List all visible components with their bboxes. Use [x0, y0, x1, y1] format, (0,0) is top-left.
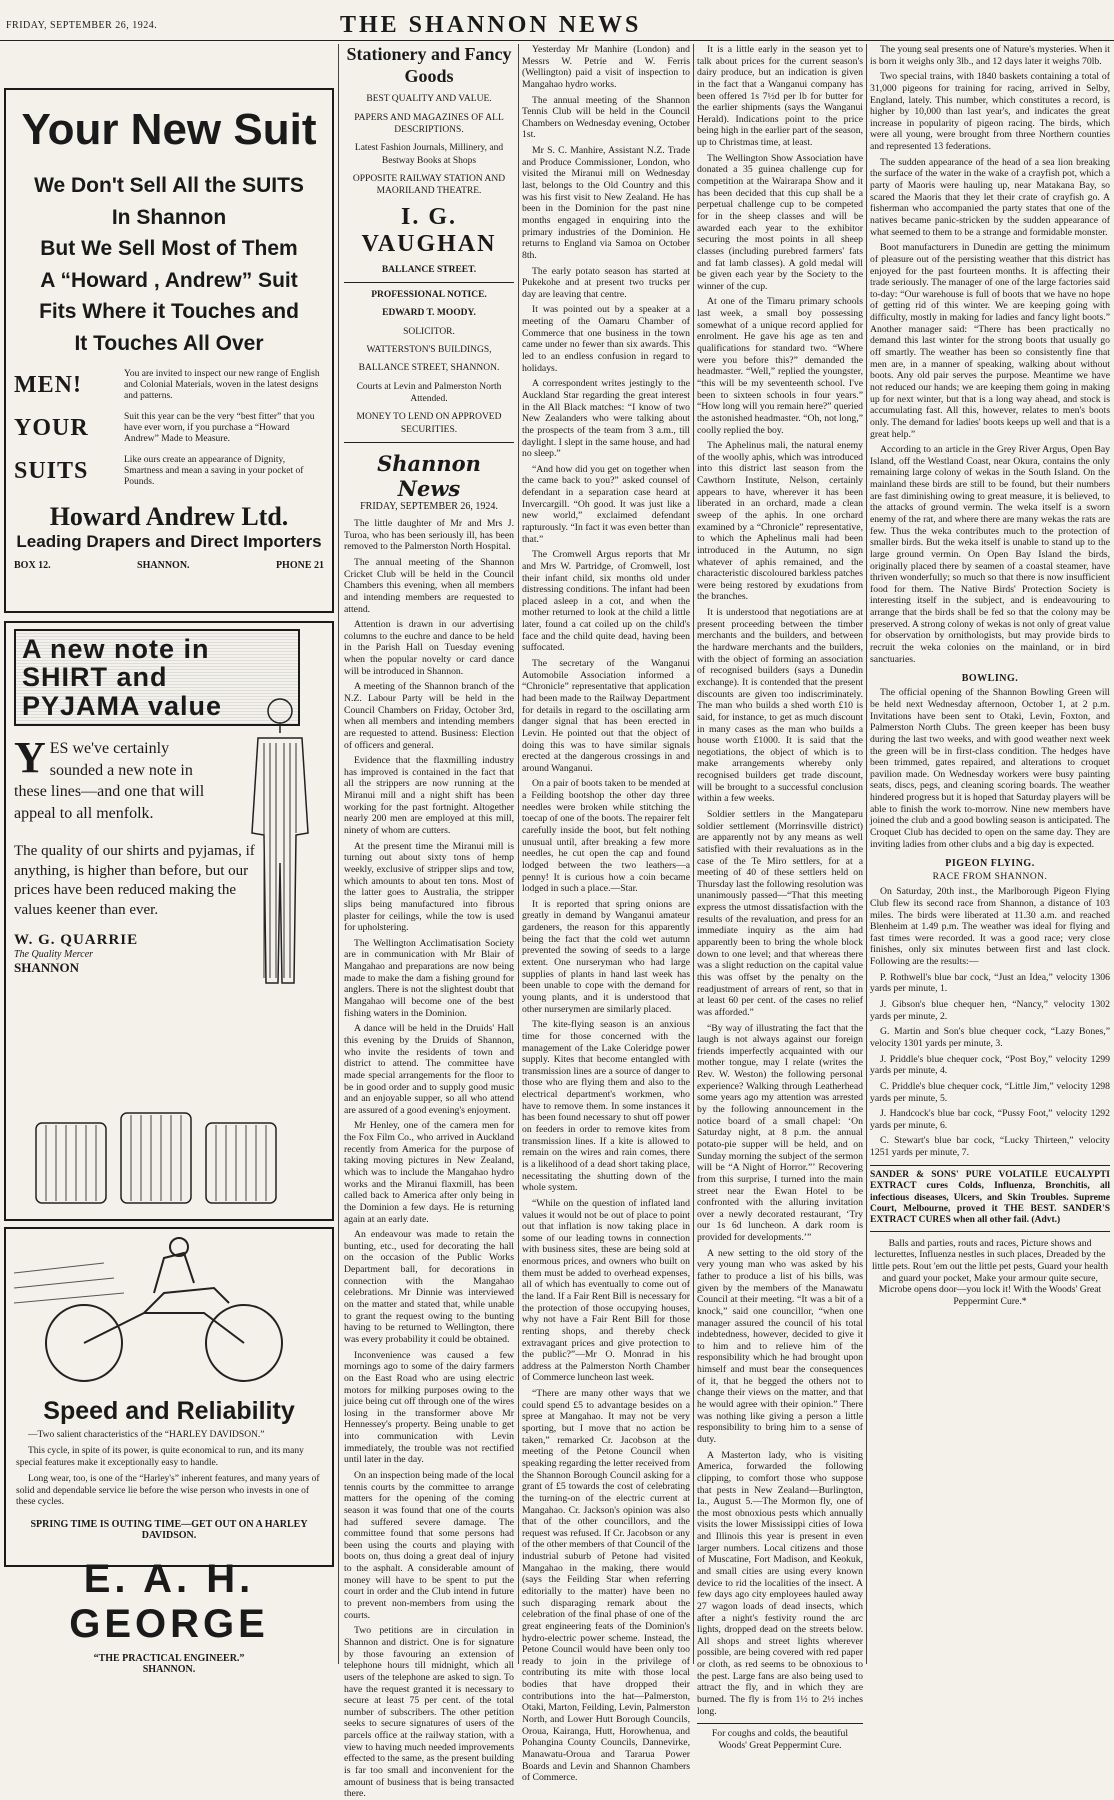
advertiser-name: Howard Andrew Ltd.: [49, 501, 289, 531]
news-paragraph: Boot manufacturers in Dunedin are getting the minimum of pleasure out of the persisting weather that this district has enjoyed for the past fourteen months. It is affecting their trade seriously. The manager of one of the large factories said to-day: “Our warehouse is full of boots that we have no hope of getting rid of this winter. We are keeping going with difficulty, mostly in making for ladies and fancy light boots.” Another manager said: “There has been practically no demand this last winter for the strong boots that usually go off smartly. The weather has been so consistently fine that men are, in a manner of speaking, walking about without boots. Any old pair serves the purpose. Meantime we have not reduced our hands; we are keeping them going in making up for next winter, but that is a long way ahead, and stock is accumulating fast. All this, however, relates to men's boots only. The demand for ladies' boots keeps up well and that is a great help.”: [870, 242, 1110, 440]
news-paragraph: The early potato season has started at Pukekohe and at present two trucks per day are leaving that centre.: [522, 265, 690, 300]
pigeon-subheading: RACE FROM SHANNON.: [932, 872, 1048, 883]
advertiser-tagline: “THE PRACTICAL ENGINEER.”: [93, 1653, 245, 1665]
advert-town: SHANNON.: [142, 1664, 196, 1676]
news-paragraph: Yesterday Mr Manhire (London) and Messrs W. Petrie and W. Ferris (Wellington) paid a visit of inspection to Mangahao hydro works.: [522, 44, 690, 90]
news-paragraph: The Wellington Show Association have donated a 35 guinea challenge cup for competition at the Wairarapa Show and it has been decided that this cup shall be a perpetual challenge cup to be competed for in the sheep classes and will be awarded each year to the exhibitor securing the most points in all sheep classes (including purebred farmers' fats and fat lamb classes). A gold medal will be given each year by the Society to the winner of the cup.: [697, 152, 863, 292]
news-paragraph: It is reported that spring onions are greatly in demand by Wanganui amateur gardeners, the reason for this apparently being the fact that the cold wet autumn prevented the sowing of seeds to a large extent. One nurseryman who had large supplies of plants in hand last week has been unable to cope with the demand for young plants, and it is understood that other nurserymen are similarly placed.: [522, 898, 690, 1015]
motorcycle-rider-illustration: [14, 1233, 324, 1393]
stationery-line: OPPOSITE RAILWAY STATION AND MAORILAND THEATRE.: [352, 173, 506, 197]
solicitor-money: MONEY TO LEND ON APPROVED SECURITIES.: [356, 412, 502, 435]
news-column-2: [344, 44, 514, 1800]
quarrie-advert: [4, 621, 334, 1221]
drop-cap: Y: [14, 733, 46, 783]
pigeon-result: J. Handcock's blue bar cock, “Pussy Foot,” velocity 1292 yards per minute, 6.: [870, 1108, 1110, 1131]
advert-heading: Your New Suit: [21, 105, 317, 154]
advert-town: SHANNON: [14, 960, 80, 976]
masthead: [0, 0, 1114, 41]
pigeon-result: J. Gibson's blue chequer hen, “Nancy,” velocity 1302 yards per minute, 2.: [870, 999, 1110, 1022]
section-date: FRIDAY, SEPTEMBER 26, 1924.: [360, 501, 498, 513]
news-paragraph: It was pointed out by a speaker at a meeting of the Oamaru Chamber of Commerce that one business in the town came under no fewer than six awards. This led to an endless confusion in regard to holidays.: [522, 304, 690, 374]
news-column-5: [870, 44, 1110, 1664]
issue-date: FRIDAY, SEPTEMBER 26, 1924.: [6, 20, 158, 31]
column-rule: [518, 44, 519, 1664]
news-paragraph: Mr S. C. Manhire, Assistant N.Z. Trade and Produce Commissioner, London, who visited the Miranui mill on Wednesday last, belongs to the Old Country and this was his first visit to New Zealand. He has been in the Dominion for the past nine months engaged in enquiring into the primary industries of the Dominion. He returns to England via Samoa on October 8th.: [522, 145, 690, 261]
news-paragraph: At the present time the Miranui mill is turning out about sixty tons of hemp weekly, exclusive of stripper slips and tow, which amounts to about ten tons. Most of the latter goes to Australia, the stripper slips being manufactured into fibrous plaster for ceilings, while the tow is used for upholstering.: [344, 840, 514, 934]
howard-andrew-advert: [4, 88, 334, 613]
advert-row: [14, 455, 324, 488]
news-paragraph: A correspondent writes jestingly to the Auckland Star regarding the great interest in the All Black matches: “I know of two New Zealanders who were talking about the prospects of the team from 3 a.m., till daylight. I slept in the same house, and had no sleep.”: [522, 378, 690, 460]
peppermint-cure-notice: For coughs and colds, the beautiful Woods' Great Peppermint Cure.: [697, 1723, 863, 1751]
news-paragraph: Mr Henley, one of the camera men for the Fox Film Co., who arrived in Auckland recently from America for the purpose of taking moving pictures in New Zealand, which was to include the Mangahao hydro works and the Miranui flaxmill, has been called back to America after only being in the Dominion a few days. He is returning again at an early date.: [344, 1120, 514, 1225]
advert-banner: A new note in SHIRT and PYJAMA value: [14, 629, 300, 726]
advert-line: It Touches All Over: [74, 331, 264, 355]
pigeon-heading: PIGEON FLYING.: [945, 858, 1035, 870]
news-paragraph: A dance will be held in the Druids' Hall this evening by the Druids of Shannon, who invite the residents of town and district to attend. The committee have made special arrangements for the floor to be in good order and to supply good music and an enjoyable supper, so all who attend are assured of a good evening's enjoyment.: [344, 1023, 514, 1116]
news-paragraph: The Wellington Acclimatisation Society are in communication with Mr Blair of Mangahao and preparations are now being made to make the dam a fishing ground for anglers. There is not the slightest doubt that Mangahao will become one of the best fishing waters in the Dominion.: [344, 937, 514, 1019]
news-paragraph: Inconvenience was caused a few mornings ago to some of the dairy farmers on the East Road who are using electric motors for milking purposes owing to the juice being cut off through one of the wires losing in the transformer above Mr Hennessey's property. Being unable to get into communication with Levin immediately, the trouble was not rectified until later in the day.: [344, 1349, 514, 1466]
news-paragraph: A new setting to the old story of the very young man who was asked by his father to produce a list of his bills, was given by the members of the Manawatu Council at their meeting. “It was a bit of a knock,” said one councillor, “when one manager assured the council of his total indebtedness, however, decided to give it to him and to relieve him of the responsibility which he had brought upon himself and must bear the consequences of it, that he begged the others not to change their views on the matter, and that he would agree with their opinion.” There was nothing like giving a person a little responsibility to bring him to a sense of duty.: [697, 1247, 863, 1445]
news-paragraph: The annual meeting of the Shannon Tennis Club will be held in the Council Chambers on Wednesday evening, October 1st.: [522, 94, 690, 141]
advert-paragraph: This cycle, in spite of its power, is quite economical to run, and its many special features make it exceptionally easy to handle.: [16, 1445, 304, 1468]
phone-number: PHONE 21: [275, 559, 324, 571]
news-paragraph: It is understood that negotiations are at present proceeding between the timber merchants and the builders, and between the hardware merchants and the builders, with the object of forming an association of recognised builders (says a Dunedin exchange). It is contended that the present discounts are given too indiscriminately. The man who builds a shed worth £10 is said, for instance, to get as much discount in many cases as the man who builds a house worth £1000. It is said that the negotiations, the object of which is to make arrangements whereby only recognised builders get trade discount, will be brought to a successful conclusion within a few weeks.: [697, 607, 863, 805]
news-paragraph: Two special trains, with 1840 baskets containing a total of 31,000 pigeons for training for racing, arrived in Selby, England, lately. This number, which constitutes a record, is higher by 10,000 than last year's, and indicates the great increase in popularity of pigeon racing. The birds, which were all young, were brought from three Northern counties and represented 13 federations.: [870, 71, 1110, 153]
news-paragraph: The sudden appearance of the head of a sea lion breaking the surface of the water in the wake of a crayfish pot, which a party of Maoris were hauling up, near Matakana Bay, so scared the Maoris that they let their crate of crayfish go. A fisherman who accompanied the party states that one of the natives became panic-stricken by the sudden appearance of what seemed to them to be a strange and formidable monster.: [870, 156, 1110, 238]
news-paragraph: A meeting of the Shannon branch of the N.Z. Labour Party will be held in the Council Chambers on Friday, October 3rd, when all members and intending members are requested to attend. Business: Election of officers and general.: [344, 681, 514, 751]
man-in-pyjamas-illustration: [238, 693, 318, 993]
news-paragraph: On an inspection being made of the local tennis courts by the committee to arrange matters for the opening of the coming season it was found that one of the courts had suffered severe damage. The committee found that some persons had been using the courts and playing with boots on, thus doing a great deal of injury to the asphalt. A considerable amount of money will have to be spent to put the court in order and the Club intend in future to prevent non-members from using the courts.: [344, 1470, 514, 1621]
news-paragraph: “By way of illustrating the fact that the laugh is not always against our foreign friends imperfectly acquainted with our mother tongue, may I relate (writes the Rev. W. Weston) the following personal experience? Walking through Leatherhead some years ago my attention was arrested by the following announcement in the notice board of a small chapel: ‘On Saturday night, at 8 p.m. the annual potato-pie supper will be held, and on Sunday morning the subject of the sermon will be “A Night of Horror.”’ Recovering from this surprise, I turned into the main street near the Ewan Hotel to be confronted with the alluring invitation over a newly decorated restaurant, ‘Try our 1s 6d luncheon. A dark room is provided for developments.’”: [697, 1022, 863, 1244]
advert-line: In Shannon: [111, 205, 227, 229]
news-paragraph: Evidence that the flaxmilling industry has improved is contained in the fact that all the strippers are now running at the Miranui mill and a night shift has been working for the past fortnight. Altogether nearly 200 men are employed at this mill, ninety of whom are cutters.: [344, 755, 514, 837]
news-paragraph: A Masterton lady, who is visiting America, forwarded the following clipping, to comfort those who suppose that pests in New Zealand—Burlington, Ia., August 5.—The Mormon fly, one of the most obnoxious pests which annually visits the lower Mississippi cities of Iowa and Illinois this year is present in even larger numbers. Local citizens and those of Muscatine, Fort Madison, and Keokuk, and small cities are using every known device to rid the localities of the insect. A few days ago city employees hauled away 27 wagon loads of dead insects, which after a night's festivity round the arc lights, dropped dead on the streets below. All shops and street lights wherever possible, are being covered with red paper or cloth, as red seems to be obnoxious to the pest. Large fans are also being used to attract the fly, and in which they are burned. The fly is from 1½ to 2½ inches long.: [697, 1449, 863, 1717]
news-paragraph: “And how did you get on together when the came back to you?” asked counsel of defendant in a separation case heard at Invercargill. “Oh good. It was just like a new world,” exclaimed defendant rapturously. “In fact it was even better than that.”: [522, 463, 690, 545]
row-label: SUITS: [14, 457, 89, 484]
news-column-4: [697, 44, 863, 1751]
news-paragraph: “While on the question of inflated land values it would not be out of place to point out that inflation is now taking place in some of our leading towns in connection with business sites, these are being sold at enormous prices, and owners who built on them must be added to overhead expenses, all of which has eventually to come out of the land. If a Fair Rent Bill is necessary for the protection of those occupying houses, why not have a Fair Rent Bill for those renting shops, and thereby check extravagant prices and give protection to the public?”—Mr O. Monrad in his address at the Palmerston North Chamber of Commerce luncheon last week.: [522, 1197, 690, 1384]
news-column-3: [522, 44, 690, 1784]
advert-town: SHANNON.: [137, 559, 190, 571]
advert-intro: [14, 733, 224, 824]
advert-paragraph: —Two salient characteristics of the “HARLEY DAVIDSON.”: [28, 1430, 265, 1440]
advert-line: We Don't Sell All the SUITS: [34, 174, 304, 198]
advert-row: [14, 412, 324, 445]
newspaper-title: THE SHANNON NEWS: [340, 12, 642, 38]
advert-row: [14, 369, 324, 402]
eucalypti-extract-advert: SANDER & SONS' PURE VOLATILE EUCALYPTI EXTRACT cures Colds, Influenza, Bronchitis, all infectious diseases, Ulcers, and Skin Troubles. Supreme Court, Melbourne, proved it THE BEST. SANDER'S EXTRACT CURES when all other fail. (Advt.): [870, 1165, 1110, 1232]
news-paragraph: It is a little early in the season yet to talk about prices for the current season's dairy produce, but an indication is given in the fact that a Wanganui company has been offered 1s 7½d per lb for butter for the earlier shipments (says the Wanganui Herald). Indications point to the price being high in the earlier part of the season, up to Christmas time, at least.: [697, 44, 863, 149]
advert-line: A “Howard , Andrew” Suit: [40, 268, 298, 292]
row-text: Suit this year can be the very “best fitter” that you have ever worn, if you purchase a “Howard Andrew” Made to Measure.: [124, 412, 315, 444]
advert-slogan: SPRING TIME IS OUTING TIME—GET OUT ON A HARLEY DAVIDSON.: [30, 1519, 308, 1542]
news-paragraph: The kite-flying season is an anxious time for those concerned with the management of the Lake Coleridge power supply. Kites that become entangled with transmission lines are a source of danger to those who are flying them and also to the electrical department's workmen, who have to remove them. In some instances it has been found necessary to shut off power on feeders in order to remove kites from transmission lines. If a kite is allowed to remain on the wires and rain comes, there is a likelihood of a dead short taking place, necessitating the shutting down of the whole system.: [522, 1019, 690, 1194]
bowling-heading: BOWLING.: [961, 673, 1019, 685]
advert-footer: [14, 560, 324, 571]
column-rule: [693, 44, 694, 1664]
folded-shirts-illustration: [26, 1103, 286, 1213]
stationery-line: PAPERS AND MAGAZINES OF ALL DESCRIPTIONS.: [354, 112, 504, 135]
advertiser-name: W. G. QUARRIE: [14, 932, 139, 949]
news-paragraph: Soldier settlers in the Mangateparu soldier settlement (Morrinsville district) are apparently not by any means as well satisfied with their revaluations as in the case of the Te Miro settlers, for at a meeting of 40 of these settlers held on Thursday last the following resolution was unanimously passed—“That this meeting express the utmost dissatisfaction with the results of the revaluation, and press for an immediate inquiry as the aim had apparently been to bring the whole block down to one level; and that whereas there was a slight reduction on the capital value this was offset by the penalty on the readjustment of arrears of rent, so that in at least 60 per cent. of the cases no relief was afforded.”: [697, 809, 863, 1018]
solicitor-name: EDWARD T. MOODY.: [382, 308, 476, 319]
news-paragraph: The Cromwell Argus reports that Mr and Mrs W. Partridge, of Cromwell, lost their infant child, six months old under distressing conditions. The infant had been placed asleep in a cot, and when the mother returned to look at the child a little later, found a cat coiled up on the child's face and the child quite dead, having been suffocated.: [522, 549, 690, 654]
divider: [344, 442, 514, 443]
row-label: MEN!: [14, 372, 82, 399]
news-paragraph: The annual meeting of the Shannon Cricket Club will be held in the Council Chambers this evening, when all members and intending members are requested to attend.: [344, 556, 514, 615]
stationery-line: Latest Fashion Journals, Millinery, and Bestway Books at Shops: [354, 143, 504, 166]
stationery-heading: Stationery and Fancy Goods: [346, 44, 512, 86]
stationer-street: BALLANCE STREET.: [381, 264, 477, 275]
solicitor-address: BALLANCE STREET, SHANNON.: [358, 363, 500, 374]
solicitor-role: SOLICITOR.: [403, 326, 455, 337]
news-paragraph: The Aphelinus mali, the natural enemy of the woolly aphis, which was introduced into this district last season from the Cawthorn Institute, Nelson, certainly appears to have, wherever it has been liberated in an orchard, made a clean sweep of the aphis. In one orchard examined by a “Chronicle” representative, to which the Aphelinus mali had been introduced in the Autumn, no sign whatever of aphis remained, and the characteristic discoloured barkless patches were being restored by exudations from the branches.: [697, 440, 863, 603]
harley-davidson-advert: [4, 1227, 334, 1676]
advert-heading: Speed and Reliability: [43, 1397, 295, 1425]
notice-heading: PROFESSIONAL NOTICE.: [371, 289, 487, 300]
news-paragraph: At one of the Timaru primary schools last week, a small boy possessing somewhat of a unique record applied for enrolment. He gave his age as ten and qualifications for standard two. “Where were you before this?” demanded the headmaster. “Well,” replied the youngster, “this will be my seventeenth school. I've been to sixteen schools in four years.” “How long will you remain here?” queried the astonished headmaster. “Oh, not long,” coolly replied the boy.: [697, 296, 863, 436]
column-rule: [338, 44, 339, 1664]
row-label: YOUR: [14, 415, 89, 442]
pigeon-result: C. Priddle's blue chequer cock, “Little Jim,” velocity 1298 yards per minute, 5.: [870, 1080, 1110, 1104]
stationer-name: I. G. VAUGHAN: [361, 203, 497, 257]
advertiser-name: E. A. H. GEORGE: [69, 1557, 269, 1647]
news-paragraph: According to an article in the Grey River Argus, Open Bay Island, off the Westland Coast, near Okura, contains the only remaining large colony of wekas in the South Island. On the mainland these birds are still to be found, but their numbers are fast diminishing owing to great measure, it is believed, to the attacks of ground vermin. The weka itself is a sworn enemy of the rat, and where there are many wekas the rats are few. Thus the weka contributes much to the protection of smaller birds. But the weka itself is unable to stand up to the large ground vermin. On Open Bay Island the birds, originally placed there by seamen of a coastal steamer, have thriven wonderfully; so much so that there is now insufficient food for them. The Native Birds' Protection Society is interesting itself in the subject, and is endeavouring to arrange that the birds shall be fed so that the colony may be preserved. A strong colony of wekas is not only of great value for observation by ornithologists, but may provide birds to recruit the weka colonies on the mainland, or in bird sanctuaries.: [870, 444, 1110, 665]
row-text: Like ours create an appearance of Dignity, Smartness and mean a saving in your pocket of Pounds.: [124, 454, 304, 487]
advert-body: The quality of our shirts and pyjamas, if anything, is higher than before, but our prices have been reduced making the values keener than ever.: [14, 843, 255, 918]
stationery-subheading: BEST QUALITY AND VALUE.: [366, 94, 492, 105]
advertiser-tagline: Leading Drapers and Direct Importers: [16, 531, 322, 551]
solicitor-building: WATTERSTON'S BUILDINGS,: [366, 344, 492, 355]
news-paragraph: The little daughter of Mr and Mrs J. Turoa, who has been seriously ill, has been removed to the Palmerston North Hospital.: [344, 518, 514, 553]
solicitor-courts: Courts at Levin and Palmerston North Attended.: [356, 381, 502, 404]
advert-line: But We Sell Most of Them: [40, 237, 298, 261]
peppermint-cure-verse: Balls and parties, routs and races, Picture shows and lecturettes, Influenza nestles in such places, Dreaded by the little pets. Rout 'em out the little pet pests, Guard your health and guard your pocket, Make your armour quite secure, Microbe opens door—you lock it! With the Woods' Great Peppermint Cure.*: [871, 1237, 1109, 1307]
bowling-paragraph: The official opening of the Shannon Bowling Green will be held next Wednesday afternoon, October 1, at 2 p.m. Invitations have been sent to Otaki, Levin, Foxton, and Palmerston North Clubs. The green keeper has been busy during the last two weeks, and with good weather next week the green will be in first-class condition. The hedges have been trimmed, gates repaired, and alterations to croquet pavilion made. On Wednesday workers were busy painting seats, discs, pegs, and cleaning scoring boards. The weather hindered progress but it is hoped that Saturday players will be able to finish the work to-morrow. Nine new members have joined the club and a good bowling season is anticipated. The Croquet Club has decided to open on the same day. They are inviting ladies from other clubs and a big day is expected.: [870, 687, 1110, 850]
pigeon-paragraph: On Saturday, 20th inst., the Marlborough Pigeon Flying Club flew its second race from Shannon, a distance of 103 miles. The birds were liberated at 11.30 a.m. and reached Blenheim at 1.49 p.m. The weather was ideal for flying and fast times were recorded. It was a good race; very close finishes, only six minutes between first and last clock. Following are the results:—: [870, 886, 1110, 968]
news-paragraph: “There are many other ways that we could spend £5 to advantage besides on a spree at Mangahao. It may not be very sporting, but I move that no action be taken,” remarked Cr. Jacobson at the meeting of the Petone Council when speaking regarding the letter received from the Shannon Borough Council asking for a grant of £5 towards the cost of celebrating the turning-on of the electric current at Mangahao. Cr. Jackson's opinion was also that of the other councillors, and the request was refused. If Cr. Jacobson or any of the other members of that Council of the industrial suburb of Petone had visited Mangahao in the making, there would (says the Feilding Star when referring editorially to the matter) have been no such disparaging remark about the celebration of the final phase of one of the great engineering feats of the Dominion's hydro-electric power scheme. Instead, the Petone Council would have been only too ready to join in the privilege of contributing its mite with those local bodies that have dropped their contributions into the hat—Palmerston, Otaki, Marton, Feilding, Levin, Palmerston North, and Lower Hutt Borough Councils, Oroua, Kairanga, Hutt, Horowhenua, and Pohangina County Councils, Dannevirke, Manawatu-Oroua and Tararua Power Boards and Levin and Shannon Chambers of Commerce.: [522, 1388, 690, 1784]
news-paragraph: Attention is drawn in our advertising columns to the euchre and dance to be held in the Parish Hall on Tuesday evening when the popular novelty or card dance will be introduced in Shannon.: [344, 619, 514, 677]
news-paragraph: The young seal presents one of Nature's mysteries. When it is born it weighs only 3lb., and 12 days later it weighs 70lb.: [870, 44, 1110, 67]
column-rule: [866, 44, 867, 1664]
advert-column: [4, 44, 334, 1676]
news-paragraph: On a pair of boots taken to be mended at a Feilding bootshop the other day three needles were broken while stitching the toecap of one of the boots. The repairer felt carefully inside the boot, but felt nothing unusual until, after breaking a few more needles, he cut open the cap and found lodged between the two leathers—a penny! It is curious how a coin became lodged in such a place.—Star.: [522, 778, 690, 895]
intro-text: ES we've certainly sounded a new note in these lines—and one that will appeal to all menfolk.: [14, 740, 205, 822]
pigeon-result: G. Martin and Son's blue chequer cock, “Lazy Bones,” velocity 1301 yards per minute, 3.: [870, 1026, 1110, 1049]
advertiser-tagline: The Quality Mercer: [14, 949, 94, 961]
news-paragraph: The secretary of the Wanganui Automobile Association informed a “Chronicle” representative that application had been made to the Railway Department for details in regard to the oscillating arm danger signal that has been erected in Levin. He pointed out that the object of doing this was to have similar signals erected at the dangerous crossings in and around Wanganui.: [522, 658, 690, 774]
row-text: You are invited to inspect our new range of English and Colonial Materials, woven in the latest designs and patterns.: [124, 369, 320, 402]
news-paragraph: Two petitions are in circulation in Shannon and district. One is for signature by those favouring an extension of telephone hours till midnight, which all users of the telephone are asked to sign. To have the request granted it is necessary to secure at least 75 per cent. of the total number of subscribers. The other petition seeks to secure signatures of users of the parcels office at the railway station, with a view to having much needed improvements effected to the same, as the present building is far too small and inconvenient for the amount of business that is being transacted there.: [344, 1625, 514, 1800]
advert-paragraph: Long wear, too, is one of the “Harley's” inherent features, and many years of solid and dependable service lie before the wise person who invests in one of these cycles.: [16, 1473, 320, 1508]
pigeon-result: J. Priddle's blue chequer cock, “Post Boy,” velocity 1299 yards per minute, 4.: [870, 1053, 1110, 1077]
advert-line: Fits Where it Touches and: [39, 300, 299, 324]
divider: [344, 282, 514, 283]
pigeon-result: C. Stewart's blue bar cock, “Lucky Thirteen,” velocity 1251 yards per minute, 7.: [870, 1135, 1110, 1159]
section-masthead: Shannon News: [377, 451, 481, 502]
news-paragraph: An endeavour was made to retain the bunting, etc., used for decorating the hall on the occasion of the Public Works Department ball, for decorations in connection with the Mangahao celebrations. Mr Dinnie was interviewed on the matter and stated that, while unable to grant the request owing to the bunting having to be returned to Wellington, there was every probability it could be obtained.: [344, 1229, 514, 1345]
box-number: BOX 12.: [14, 559, 51, 571]
pigeon-result: P. Rothwell's blue bar cock, “Just an Idea,” velocity 1306 yards per minute, 1.: [870, 971, 1110, 995]
